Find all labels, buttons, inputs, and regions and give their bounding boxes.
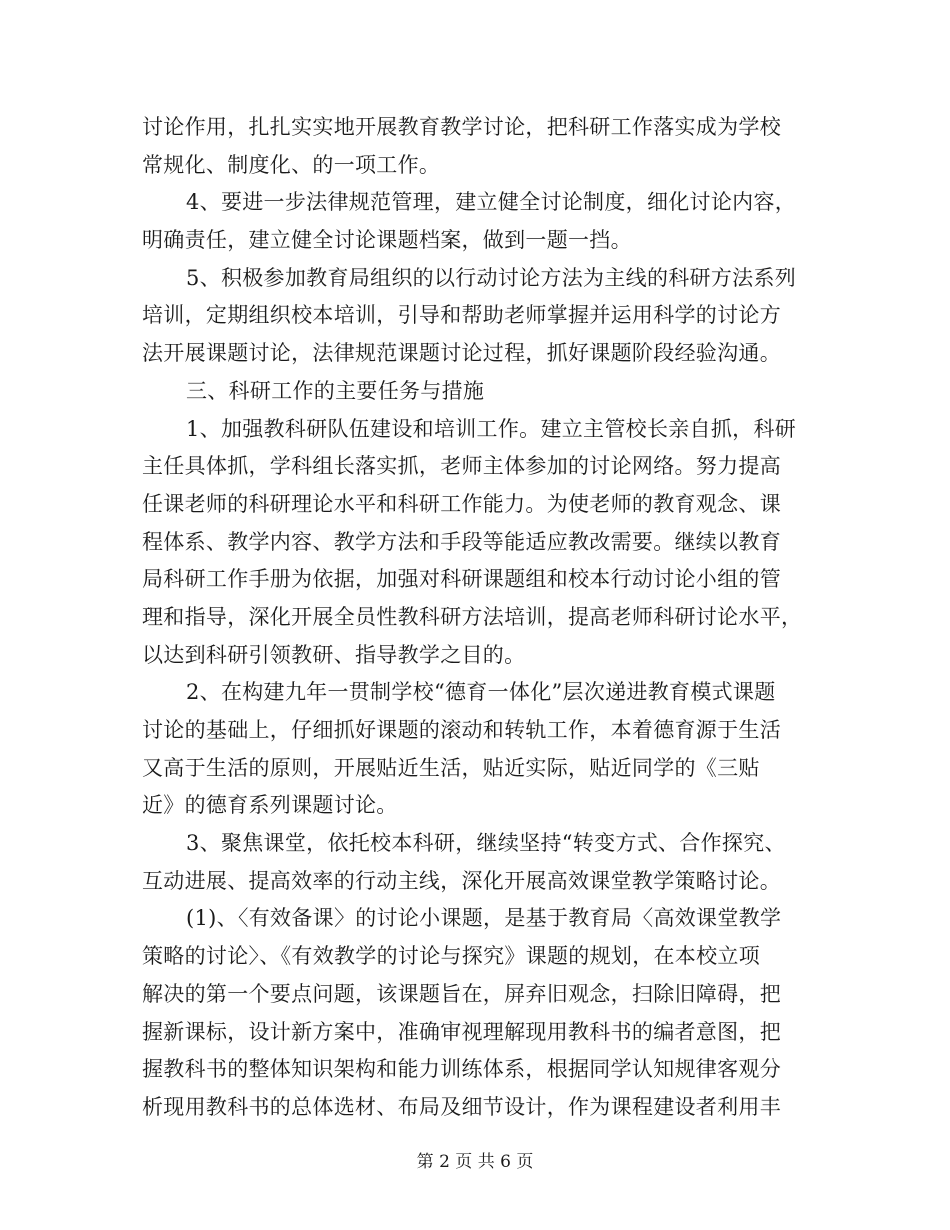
text-line: 理和指导，深化开展全员性教科研方法培训，提高老师科研讨论水平， bbox=[142, 604, 803, 629]
text-line: 解决的第一个要点问题，该课题旨在，屏弃旧观念，扫除旧障碍，把 bbox=[142, 981, 781, 1006]
text-line: 任课老师的科研理论水平和科研工作能力。为使老师的教育观念、课 bbox=[142, 491, 781, 516]
text-line: 主任具体抓，学科组长落实抓，老师主体参加的讨论网络。努力提高 bbox=[142, 454, 781, 479]
text-line: 培训，定期组织校本培训，引导和帮助老师掌握并运用科学的讨论方 bbox=[142, 303, 781, 328]
text-line: 又高于生活的原则，开展贴近生活，贴近实际，贴近同学的《三贴 bbox=[142, 755, 760, 780]
text-line: 程体系、教学内容、教学方法和手段等能适应教改需要。继续以教育 bbox=[142, 529, 781, 554]
text-line: 3、聚焦课堂，依托校本科研，继续坚持“转变方式、合作探究、 bbox=[186, 831, 786, 856]
text-line: 互动进展、提高效率的行动主线，深化开展高效课堂教学策略讨论。 bbox=[142, 868, 781, 893]
text-line: 讨论作用，扎扎实实地开展教育教学讨论，把科研工作落实成为学校 bbox=[142, 115, 781, 139]
text-line: 法开展课题讨论，法律规范课题讨论过程，抓好课题阶段经验沟通。 bbox=[142, 341, 781, 366]
text-line: 5、积极参加教育局组织的以行动讨论方法为主线的科研方法系列 bbox=[186, 265, 797, 290]
page-number-footer: 第 2 页 共 6 页 bbox=[416, 1152, 534, 1172]
text-line: 策略的讨论〉、《有效教学的讨论与探究》课题的规划，在本校立项 bbox=[142, 944, 760, 969]
text-line: (1)、〈有效备课〉的讨论小课题，是基于教育局〈高效课堂教学 bbox=[186, 906, 782, 931]
text-line: 近》的德育系列课题讨论。 bbox=[142, 793, 398, 818]
text-line: 析现用教科书的总体选材、布局及细节设计，作为课程建设者利用丰 bbox=[142, 1094, 781, 1119]
text-line: 2、在构建九年一贯制学校“德育一体化”层次递进教育模式课题 bbox=[186, 680, 776, 705]
text-line: 握新课标，设计新方案中，准确审视理解现用教科书的编者意图，把 bbox=[142, 1019, 781, 1044]
text-line: 明确责任，建立健全讨论课题档案，做到一题一挡。 bbox=[142, 228, 632, 253]
document-body bbox=[142, 109, 810, 1127]
text-line: 4、要进一步法律规范管理，建立健全讨论制度，细化讨论内容， bbox=[186, 190, 797, 215]
text-line: 局科研工作手册为依据，加强对科研课题组和校本行动讨论小组的管 bbox=[142, 567, 781, 592]
text-line: 握教科书的整体知识架构和能力训练体系，根据同学认知规律客观分 bbox=[142, 1057, 781, 1082]
text-line: 1、加强教科研队伍建设和培训工作。建立主管校长亲自抓，科研 bbox=[186, 416, 797, 441]
text-line: 常规化、制度化、的一项工作。 bbox=[142, 152, 441, 177]
text-line: 讨论的基础上，仔细抓好课题的滚动和转轨工作，本着德育源于生活 bbox=[142, 718, 781, 742]
text-line: 三、科研工作的主要任务与措施 bbox=[186, 378, 485, 403]
text-line: 以达到科研引领教研、指导教学之目的。 bbox=[142, 642, 526, 667]
